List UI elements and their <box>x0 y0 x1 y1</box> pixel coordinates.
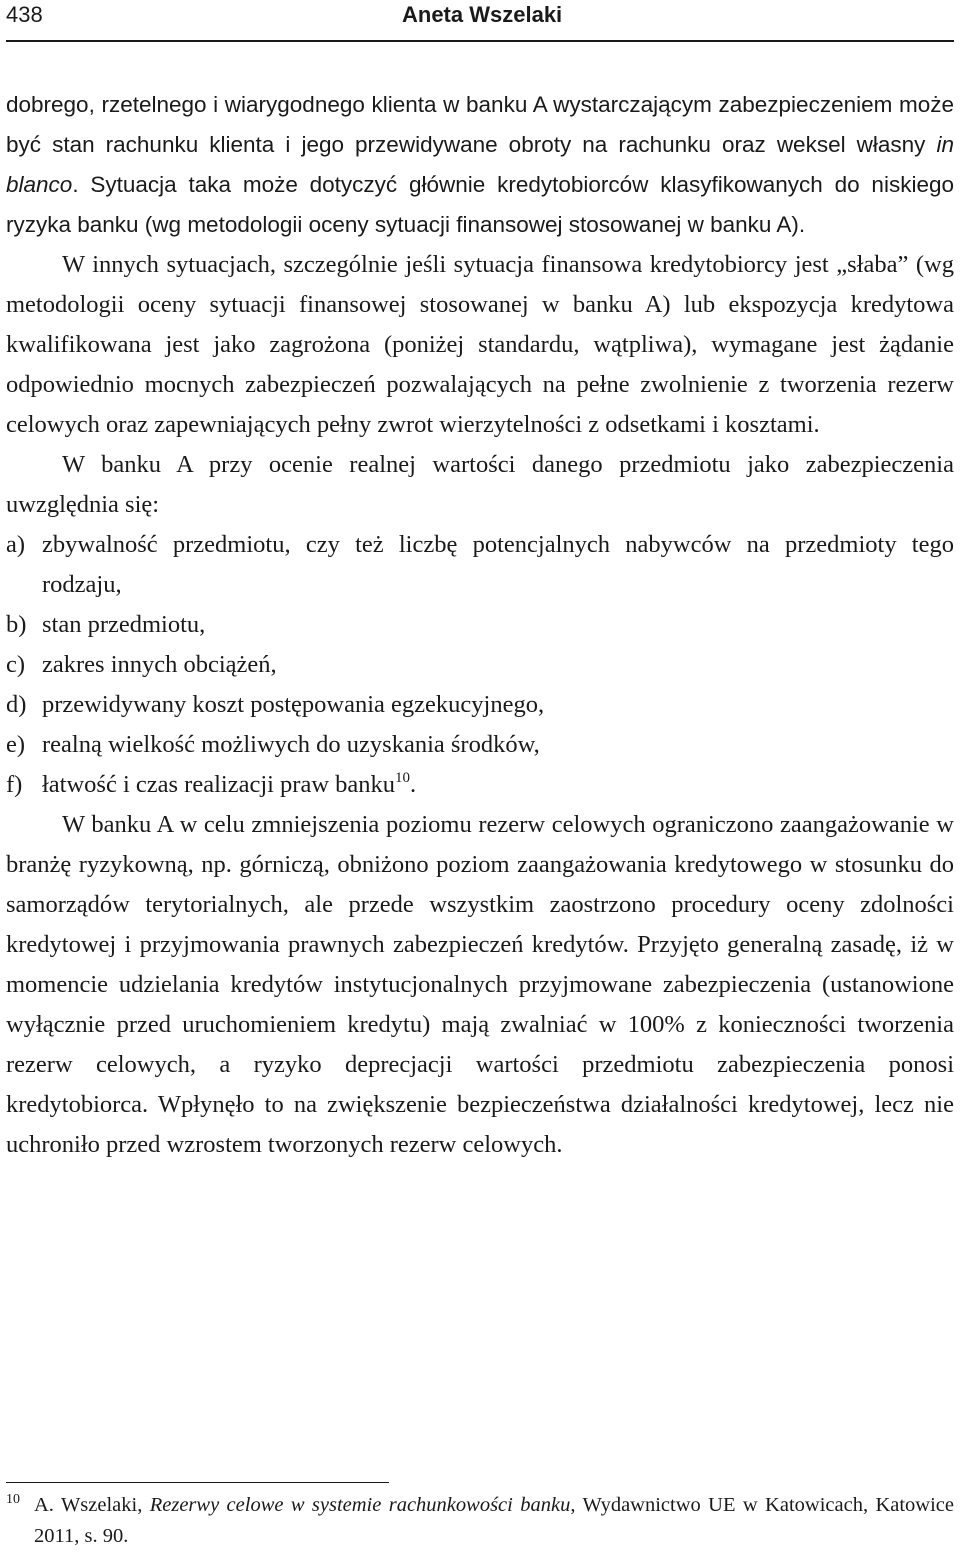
criteria-list <box>6 525 954 805</box>
list-marker: a) <box>6 531 26 558</box>
list-item <box>6 725 954 765</box>
paragraph-1-text-a: dobrego, rzetelnego i wiarygodnego klienta w banku A wystarczającym zabezpieczeniem może być stan rachunku klienta i jego przewidywane obroty na rachunku oraz weksel własny <box>6 92 954 157</box>
page-number: 438 <box>6 2 43 27</box>
paragraph-3: W banku A przy ocenie realnej wartości danego przedmiotu jako zabezpieczenia uwzględnia się: <box>6 451 954 518</box>
list-marker: e) <box>6 731 26 758</box>
body-text <box>6 85 954 1165</box>
paragraph-1 <box>6 85 954 245</box>
paragraph-2: W innych sytuacjach, szczególnie jeśli sytuacja finansowa kredytobiorcy jest „słaba” (wg metodologii oceny sytuacji finansowej stosowanej w banku A) lub ekspozycja kredytowa kwalifikowana jest jako zagrożona (poniżej standardu, wątpliwa), wymagane jest żądanie odpowiednio mocnych zabezpieczeń pozwalających na pełne zwolnienie z tworzenia rezerw celowych oraz zapewniających pełny zwrot wierzytelności z odsetkami i kosztami. <box>6 251 954 438</box>
list-item-text: przewidywany koszt postępowania egzekucyjnego, <box>42 691 545 718</box>
list-item <box>6 685 954 725</box>
list-marker: f) <box>6 771 23 798</box>
running-header <box>6 0 954 36</box>
footnote <box>6 1490 954 1552</box>
list-item <box>6 645 954 685</box>
header-rule <box>6 40 954 42</box>
footnote-rule <box>6 1482 389 1483</box>
list-item-text: zbywalność przedmiotu, czy też liczbę potencjalnych nabywców na przedmioty tego rodzaju, <box>42 531 954 598</box>
list-item <box>6 605 954 645</box>
list-item <box>6 525 954 605</box>
list-marker: b) <box>6 611 27 638</box>
list-item-text: łatwość i czas realizacji praw banku <box>42 771 396 798</box>
list-item-end: . <box>410 771 417 798</box>
list-marker: d) <box>6 691 27 718</box>
list-marker: c) <box>6 651 26 678</box>
list-item <box>6 765 954 805</box>
paragraph-1-italic: in blanco <box>6 132 954 197</box>
paragraph-4: W banku A w celu zmniejszenia poziomu rezerw celowych ograniczono zaangażowanie w branżę ryzykowną, np. górniczą, obniżono poziom zaangażowania kredytowego w stosunku do samorządów terytorialnych, ale przede wszystkim zaostrzono procedury oceny zdolności kredytowej i przyjmowania prawnych zabezpieczeń kredytów. Przyjęto generalną zasadę, iż w momencie udzielania kredytów instytucjonalnych przyjmowane zabezpieczenia (ustanowione wyłącznie przed uruchomieniem kredytu) mają zwalniać w 100% z konieczności tworzenia rezerw celowych, a ryzyko deprecjacji wartości przedmiotu zabezpieczenia ponosi kredytobiorca. Wpłynęło to na zwiększenie bezpieczeństwa działalności kredytowej, lecz nie uchroniło przed wzrostem tworzonych rezerw celowych. <box>6 811 954 1158</box>
list-item-text: realną wielkość możliwych do uzyskania środków, <box>42 731 540 758</box>
paragraph-1-text-b: . Sytuacja taka może dotyczyć głównie kredytobiorców klasyfikowanych do niskiego ryzyka banku (wg metodologii oceny sytuacji finansowej stosowanej w banku A). <box>6 172 954 237</box>
footnote-number: 10 <box>6 1492 20 1507</box>
footnote-reference[interactable]: 10 <box>395 770 411 786</box>
footnote-title: Rezerwy celowe w systemie rachunkowości banku <box>149 1494 571 1516</box>
list-item-text: zakres innych obciążeń, <box>42 651 277 678</box>
running-header-author: Aneta Wszelaki <box>402 2 563 27</box>
list-item-text: stan przedmiotu, <box>42 611 206 638</box>
footnote-publisher: , Wydawnictwo UE w Katowicach, Katowice 2011, s. 90. <box>34 1494 954 1547</box>
footnote-author: A. Wszelaki, <box>34 1494 150 1516</box>
footnote-text <box>6 1490 954 1552</box>
